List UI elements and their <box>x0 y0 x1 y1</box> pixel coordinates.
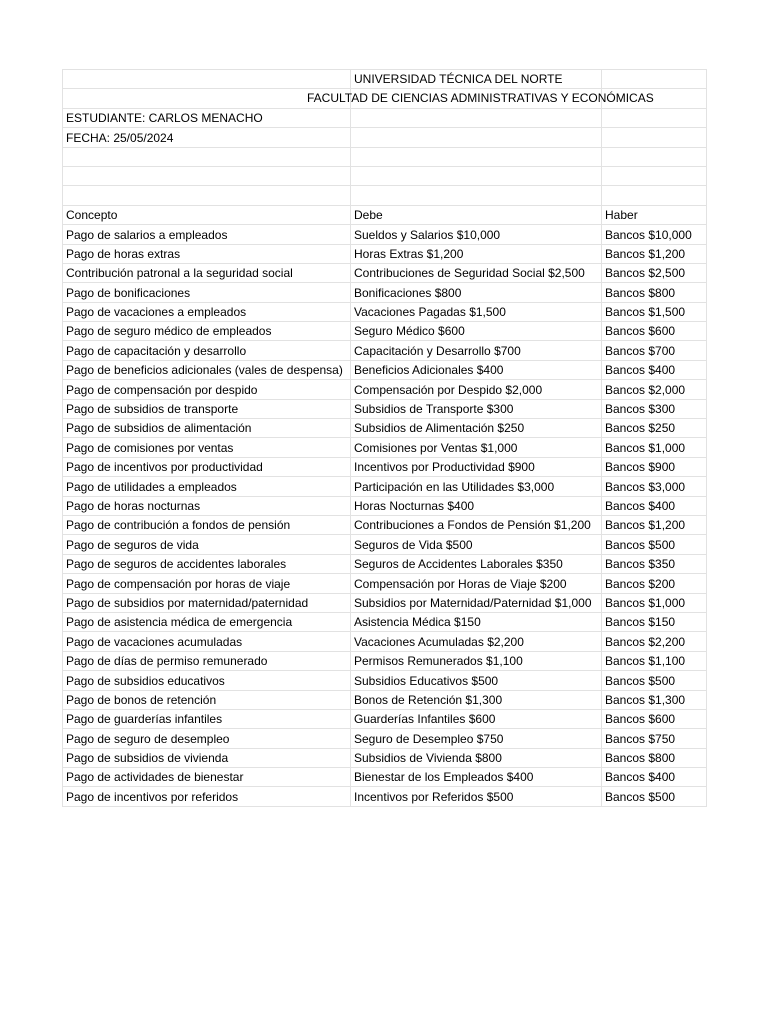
haber-cell[interactable]: Bancos $350 <box>602 554 707 573</box>
haber-cell[interactable]: Bancos $500 <box>602 535 707 554</box>
haber-cell[interactable]: Bancos $1,200 <box>602 515 707 534</box>
concepto-cell[interactable]: Pago de bonificaciones <box>63 283 351 302</box>
report-date[interactable]: FECHA: 25/05/2024 <box>63 128 351 147</box>
concepto-cell[interactable]: Pago de comisiones por ventas <box>63 438 351 457</box>
table-row <box>63 496 707 515</box>
concepto-cell[interactable]: Pago de guarderías infantiles <box>63 709 351 728</box>
haber-cell[interactable]: Bancos $1,100 <box>602 651 707 670</box>
concepto-cell[interactable]: Pago de compensación por despido <box>63 380 351 399</box>
concepto-cell[interactable]: Pago de seguro médico de empleados <box>63 322 351 341</box>
haber-cell[interactable]: Bancos $400 <box>602 768 707 787</box>
cell[interactable] <box>351 147 602 166</box>
haber-cell[interactable]: Bancos $250 <box>602 419 707 438</box>
spreadsheet <box>62 69 706 807</box>
cell[interactable] <box>63 166 351 185</box>
column-header-haber[interactable]: Haber <box>602 205 707 224</box>
debe-cell[interactable]: Incentivos por Productividad $900 <box>351 457 602 476</box>
table-row <box>63 302 707 321</box>
cell[interactable] <box>602 128 707 147</box>
header-row-date <box>63 128 707 147</box>
table-row <box>63 632 707 651</box>
concepto-cell[interactable]: Pago de subsidios de vivienda <box>63 748 351 767</box>
debe-cell[interactable]: Contribuciones a Fondos de Pensión $1,200 <box>351 515 602 534</box>
haber-cell[interactable]: Bancos $750 <box>602 729 707 748</box>
empty-row <box>63 147 707 166</box>
table-row <box>63 515 707 534</box>
table-row <box>63 787 707 806</box>
concepto-cell[interactable]: Pago de actividades de bienestar <box>63 768 351 787</box>
haber-cell[interactable]: Bancos $1,500 <box>602 302 707 321</box>
header-row-university <box>63 70 707 89</box>
empty-row <box>63 186 707 205</box>
haber-cell[interactable]: Bancos $300 <box>602 399 707 418</box>
haber-cell[interactable]: Bancos $400 <box>602 360 707 379</box>
cell[interactable] <box>602 108 707 127</box>
table-row <box>63 768 707 787</box>
debe-cell[interactable]: Seguros de Vida $500 <box>351 535 602 554</box>
table-row <box>63 574 707 593</box>
concepto-cell[interactable]: Pago de subsidios educativos <box>63 671 351 690</box>
debe-cell[interactable]: Vacaciones Acumuladas $2,200 <box>351 632 602 651</box>
table-row <box>63 399 707 418</box>
concepto-cell[interactable]: Pago de vacaciones a empleados <box>63 302 351 321</box>
cell[interactable] <box>351 166 602 185</box>
debe-cell[interactable]: Compensación por Horas de Viaje $200 <box>351 574 602 593</box>
university-title: UNIVERSIDAD TÉCNICA DEL NORTE <box>354 72 563 86</box>
haber-cell[interactable]: Bancos $1,000 <box>602 593 707 612</box>
haber-cell[interactable]: Bancos $2,500 <box>602 263 707 282</box>
haber-cell[interactable]: Bancos $900 <box>602 457 707 476</box>
column-header-debe[interactable]: Debe <box>351 205 602 224</box>
table-row <box>63 554 707 573</box>
cell[interactable] <box>63 147 351 166</box>
debe-cell[interactable]: Bienestar de los Empleados $400 <box>351 768 602 787</box>
haber-cell[interactable]: Bancos $1,300 <box>602 690 707 709</box>
faculty-title: FACULTAD DE CIENCIAS ADMINISTRATIVAS Y ECONÓMICAS <box>307 91 654 106</box>
concepto-cell[interactable]: Pago de horas extras <box>63 244 351 263</box>
debe-cell[interactable]: Compensación por Despido $2,000 <box>351 380 602 399</box>
haber-cell[interactable]: Bancos $2,000 <box>602 380 707 399</box>
concepto-cell[interactable]: Pago de incentivos por referidos <box>63 787 351 806</box>
cell[interactable] <box>351 108 602 127</box>
journal-table <box>62 69 707 807</box>
concepto-cell[interactable]: Pago de seguros de accidentes laborales <box>63 554 351 573</box>
cell[interactable] <box>602 147 707 166</box>
table-row <box>63 729 707 748</box>
concepto-cell[interactable]: Pago de salarios a empleados <box>63 225 351 244</box>
haber-cell[interactable]: Bancos $200 <box>602 574 707 593</box>
concepto-cell[interactable]: Pago de incentivos por productividad <box>63 457 351 476</box>
haber-cell[interactable]: Bancos $10,000 <box>602 225 707 244</box>
cell[interactable] <box>602 186 707 205</box>
column-header-concepto[interactable]: Concepto <box>63 205 351 224</box>
debe-cell[interactable]: Beneficios Adicionales $400 <box>351 360 602 379</box>
debe-cell[interactable]: Capacitación y Desarrollo $700 <box>351 341 602 360</box>
debe-cell[interactable]: Bonificaciones $800 <box>351 283 602 302</box>
haber-cell[interactable]: Bancos $1,200 <box>602 244 707 263</box>
concepto-cell[interactable]: Pago de horas nocturnas <box>63 496 351 515</box>
cell[interactable] <box>63 186 351 205</box>
haber-cell[interactable]: Bancos $400 <box>602 496 707 515</box>
cell[interactable] <box>602 70 707 89</box>
debe-cell[interactable]: Subsidios de Transporte $300 <box>351 399 602 418</box>
header-row-student <box>63 108 707 127</box>
concepto-cell[interactable]: Contribución patronal a la seguridad social <box>63 263 351 282</box>
student-name[interactable]: ESTUDIANTE: CARLOS MENACHO <box>63 108 351 127</box>
haber-cell[interactable]: Bancos $600 <box>602 322 707 341</box>
concepto-cell[interactable]: Pago de seguros de vida <box>63 535 351 554</box>
haber-cell[interactable]: Bancos $800 <box>602 748 707 767</box>
empty-row <box>63 166 707 185</box>
table-body <box>63 70 707 807</box>
table-row <box>63 360 707 379</box>
debe-cell[interactable]: Seguro de Desempleo $750 <box>351 729 602 748</box>
haber-cell[interactable]: Bancos $500 <box>602 787 707 806</box>
concepto-cell[interactable]: Pago de contribución a fondos de pensión <box>63 515 351 534</box>
table-row <box>63 593 707 612</box>
table-row <box>63 612 707 631</box>
table-row <box>63 419 707 438</box>
cell[interactable] <box>63 70 351 89</box>
debe-cell[interactable]: Contribuciones de Seguridad Social $2,500 <box>351 263 602 282</box>
concepto-cell[interactable]: Pago de bonos de retención <box>63 690 351 709</box>
table-row <box>63 535 707 554</box>
debe-cell[interactable]: Participación en las Utilidades $3,000 <box>351 477 602 496</box>
table-row <box>63 748 707 767</box>
table-row <box>63 322 707 341</box>
table-row <box>63 651 707 670</box>
debe-cell[interactable]: Subsidios Educativos $500 <box>351 671 602 690</box>
cell[interactable] <box>351 128 602 147</box>
debe-cell[interactable]: Permisos Remunerados $1,100 <box>351 651 602 670</box>
table-row <box>63 690 707 709</box>
debe-cell[interactable]: Comisiones por Ventas $1,000 <box>351 438 602 457</box>
debe-cell[interactable]: Horas Extras $1,200 <box>351 244 602 263</box>
concepto-cell[interactable]: Pago de subsidios de alimentación <box>63 419 351 438</box>
debe-cell[interactable]: Seguro Médico $600 <box>351 322 602 341</box>
table-row <box>63 477 707 496</box>
table-row <box>63 283 707 302</box>
cell[interactable] <box>351 186 602 205</box>
haber-cell[interactable]: Bancos $1,000 <box>602 438 707 457</box>
table-row <box>63 244 707 263</box>
table-row <box>63 263 707 282</box>
haber-cell[interactable]: Bancos $600 <box>602 709 707 728</box>
debe-cell[interactable]: Seguros de Accidentes Laborales $350 <box>351 554 602 573</box>
concepto-cell[interactable]: Pago de seguro de desempleo <box>63 729 351 748</box>
haber-cell[interactable]: Bancos $150 <box>602 612 707 631</box>
column-header-row <box>63 205 707 224</box>
debe-cell[interactable]: Vacaciones Pagadas $1,500 <box>351 302 602 321</box>
concepto-cell[interactable]: Pago de subsidios de transporte <box>63 399 351 418</box>
debe-cell[interactable]: Subsidios de Alimentación $250 <box>351 419 602 438</box>
haber-cell[interactable]: Bancos $700 <box>602 341 707 360</box>
concepto-cell[interactable]: Pago de días de permiso remunerado <box>63 651 351 670</box>
header-row-faculty <box>63 89 707 108</box>
concepto-cell[interactable]: Pago de capacitación y desarrollo <box>63 341 351 360</box>
table-row <box>63 709 707 728</box>
concepto-cell[interactable]: Pago de beneficios adicionales (vales de despensa) <box>63 360 351 379</box>
concepto-cell[interactable]: Pago de vacaciones acumuladas <box>63 632 351 651</box>
cell[interactable] <box>351 70 602 89</box>
cell[interactable] <box>602 166 707 185</box>
table-row <box>63 438 707 457</box>
concepto-cell[interactable]: Pago de utilidades a empleados <box>63 477 351 496</box>
debe-cell[interactable]: Guarderías Infantiles $600 <box>351 709 602 728</box>
table-row <box>63 671 707 690</box>
debe-cell[interactable]: Horas Nocturnas $400 <box>351 496 602 515</box>
cell[interactable] <box>307 89 654 108</box>
debe-cell[interactable]: Subsidios por Maternidad/Paternidad $1,000 <box>351 593 602 612</box>
table-row <box>63 341 707 360</box>
debe-cell[interactable]: Subsidios de Vivienda $800 <box>351 748 602 767</box>
debe-cell[interactable]: Bonos de Retención $1,300 <box>351 690 602 709</box>
debe-cell[interactable]: Asistencia Médica $150 <box>351 612 602 631</box>
concepto-cell[interactable]: Pago de subsidios por maternidad/paternidad <box>63 593 351 612</box>
concepto-cell[interactable]: Pago de asistencia médica de emergencia <box>63 612 351 631</box>
concepto-cell[interactable]: Pago de compensación por horas de viaje <box>63 574 351 593</box>
haber-cell[interactable]: Bancos $800 <box>602 283 707 302</box>
haber-cell[interactable]: Bancos $500 <box>602 671 707 690</box>
debe-cell[interactable]: Incentivos por Referidos $500 <box>351 787 602 806</box>
table-row <box>63 225 707 244</box>
table-row <box>63 380 707 399</box>
debe-cell[interactable]: Sueldos y Salarios $10,000 <box>351 225 602 244</box>
haber-cell[interactable]: Bancos $2,200 <box>602 632 707 651</box>
haber-cell[interactable]: Bancos $3,000 <box>602 477 707 496</box>
table-row <box>63 457 707 476</box>
